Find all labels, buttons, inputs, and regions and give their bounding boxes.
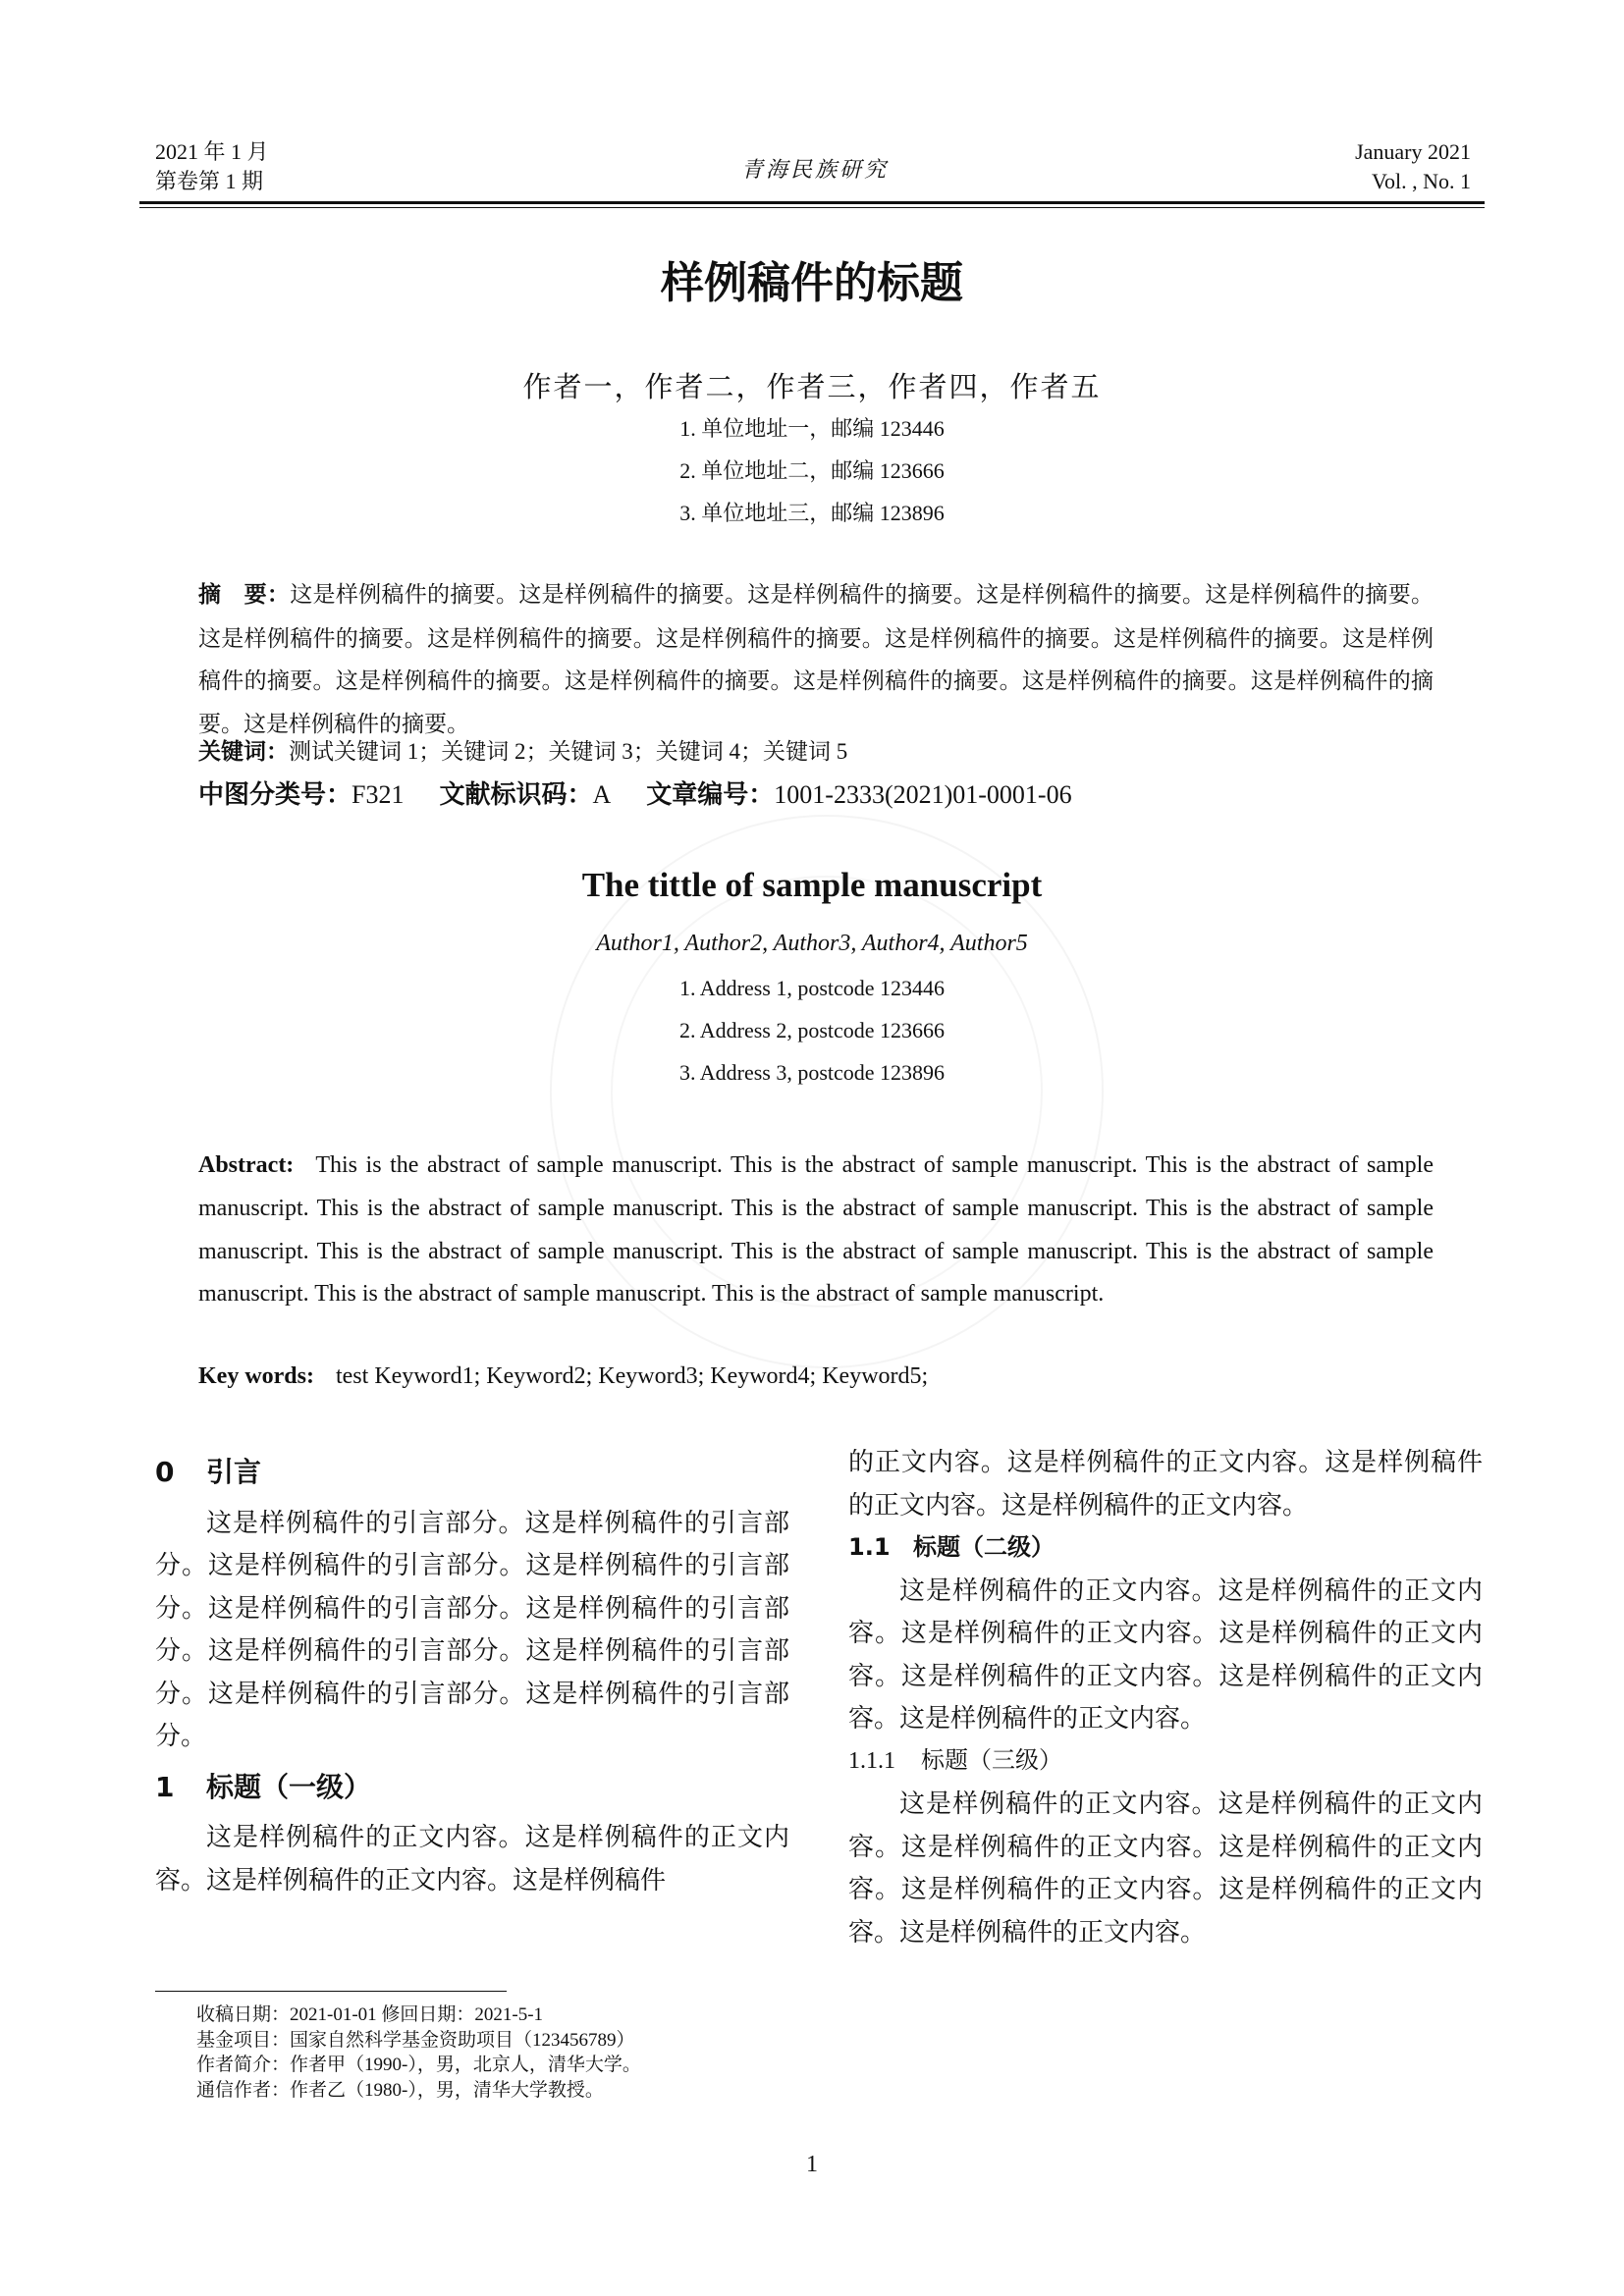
keywords-zh-label: 关键词： xyxy=(198,739,289,765)
section-1-paragraph: 这是样例稿件的正文内容。这是样例稿件的正文内容。这是样例稿件的正文内容。这是样例稿件 xyxy=(155,1823,789,1895)
section-title: 引言 xyxy=(206,1456,262,1488)
title-en: The tittle of sample manuscript xyxy=(581,866,1043,904)
section-title: 标题（一级） xyxy=(206,1770,372,1803)
keywords-en-text: test Keyword1; Keyword2; Keyword3; Keyword4; Keyword5; xyxy=(335,1363,929,1389)
abstract-en-text: This is the abstract of sample manuscript. This is the abstract of sample manuscript. This is the abstract of sample manuscript. This is the abstract of sample manuscript. This is the abstract of sample manuscript. This is the abstract of sample manuscript. This is the abstract of sample manuscript. This is the abstract of sample manuscript. This is the abstract of sample manuscript. This is the abstract of sample manuscript. This is the abstract of sample manuscript. xyxy=(198,1152,1434,1308)
intro-paragraph: 这是样例稿件的引言部分。这是样例稿件的引言部分。这是样例稿件的引言部分。这是样例稿件的引言部分。这是样例稿件的引言部分。这是样例稿件的引言部分。这是样例稿件的引言部分。这是样例稿件的引言部分。这是样例稿件的引言部分。这是样例稿件的引言部分。 xyxy=(155,1508,789,1750)
footnote-rule xyxy=(155,1991,507,1992)
keywords-en xyxy=(198,1359,1434,1394)
journal-name: 青海民族研究 xyxy=(740,157,889,182)
affiliation-en-3: 3. Address 3, postcode 123896 xyxy=(678,1060,946,1085)
abstract-en-label: Abstract: xyxy=(198,1152,295,1178)
header-rule-thin xyxy=(139,207,1485,208)
affiliation-zh-1: 1. 单位地址一，邮编 123446 xyxy=(679,416,945,441)
footnote-dates: 收稿日期：2021-01-01 修回日期：2021-5-1 xyxy=(196,2004,544,2025)
abstract-en xyxy=(198,1145,1434,1316)
title-zh: 样例稿件的标题 xyxy=(661,258,963,308)
doc-code-label: 文献标识码： xyxy=(439,780,593,810)
footnote-corresponding-author: 通信作者：作者乙（1980-），男，清华大学教授。 xyxy=(196,2079,604,2101)
header-date-zh: 2021 年 1 月 xyxy=(155,139,269,164)
header-volume-en: Vol. , No. 1 xyxy=(1371,169,1471,193)
section-number: 1 xyxy=(155,1770,175,1803)
abstract-zh-text: 这是样例稿件的摘要。这是样例稿件的摘要。这是样例稿件的摘要。这是样例稿件的摘要。这是样例稿件的摘要。这是样例稿件的摘要。这是样例稿件的摘要。这是样例稿件的摘要。这是样例稿件的摘要。这是样例稿件的摘要。这是样例稿件的摘要。这是样例稿件的摘要。这是样例稿件的摘要。这是样例稿件的摘要。这是样例稿件的摘要。这是样例稿件的摘要。这是样例稿件的摘要。 xyxy=(198,582,1435,736)
keywords-en-label: Key words: xyxy=(198,1363,314,1389)
section-1-1-1-paragraph: 这是样例稿件的正文内容。这是样例稿件的正文内容。这是样例稿件的正文内容。这是样例稿件的正文内容。这是样例稿件的正文内容。这是样例稿件的正文内容。这是样例稿件的正文内容。 xyxy=(848,1789,1483,1947)
affiliation-en-1: 1. Address 1, postcode 123446 xyxy=(678,976,946,1000)
section-heading-0 xyxy=(155,1451,789,1494)
section-heading-1 xyxy=(155,1766,789,1809)
section-title: 标题（三级） xyxy=(921,1747,1062,1774)
body-right-column xyxy=(848,1441,1483,1953)
section-title: 标题（二级） xyxy=(913,1533,1055,1561)
header-rule xyxy=(139,201,1485,204)
header-volume-zh: 第卷第 1 期 xyxy=(155,169,264,193)
article-number-label: 文章编号： xyxy=(646,780,775,810)
page-number: 1 xyxy=(806,2152,818,2177)
article-number-value: 1001-2333(2021)01-0001-06 xyxy=(774,780,1072,809)
affiliation-en-2: 2. Address 2, postcode 123666 xyxy=(678,1018,946,1042)
clc-value: F321 xyxy=(352,780,405,809)
header-date-en: January 2021 xyxy=(1355,139,1471,164)
section-heading-1-1 xyxy=(848,1526,1483,1570)
section-1-paragraph-continued: 的正文内容。这是样例稿件的正文内容。这是样例稿件的正文内容。这是样例稿件的正文内容。 xyxy=(848,1448,1483,1520)
classification-line xyxy=(198,777,1434,813)
header-issue-zh xyxy=(155,137,269,196)
section-number: 1.1 xyxy=(848,1533,891,1561)
footnote-author-bio: 作者简介：作者甲（1990-），男，北京人，清华大学。 xyxy=(196,2055,641,2076)
body-left-column xyxy=(155,1451,789,1901)
doc-code-value: A xyxy=(592,780,612,809)
footnotes xyxy=(196,2002,1276,2103)
header-issue-en xyxy=(1355,137,1471,196)
section-number: 0 xyxy=(155,1456,175,1488)
clc-label: 中图分类号： xyxy=(198,780,352,810)
affiliation-zh-2: 2. 单位地址二，邮编 123666 xyxy=(679,458,945,483)
section-heading-1-1-1 xyxy=(848,1740,1483,1784)
affiliation-zh-3: 3. 单位地址三，邮编 123896 xyxy=(679,501,945,525)
abstract-zh xyxy=(198,573,1434,745)
section-1-1-paragraph: 这是样例稿件的正文内容。这是样例稿件的正文内容。这是样例稿件的正文内容。这是样例稿件的正文内容。这是样例稿件的正文内容。这是样例稿件的正文内容。这是样例稿件的正文内容。 xyxy=(848,1575,1483,1733)
abstract-zh-label: 摘 要： xyxy=(198,582,291,608)
keywords-zh xyxy=(198,734,1434,770)
section-number: 1.1.1 xyxy=(848,1747,895,1774)
authors-zh: 作者一，作者二，作者三，作者四，作者五 xyxy=(522,372,1102,403)
keywords-zh-text: 测试关键词 1；关键词 2；关键词 3；关键词 4；关键词 5 xyxy=(289,739,848,764)
authors-en: Author1, Author2, Author3, Author4, Author5 xyxy=(596,931,1028,956)
footnote-funding: 基金项目：国家自然科学基金资助项目（123456789） xyxy=(196,2029,635,2051)
